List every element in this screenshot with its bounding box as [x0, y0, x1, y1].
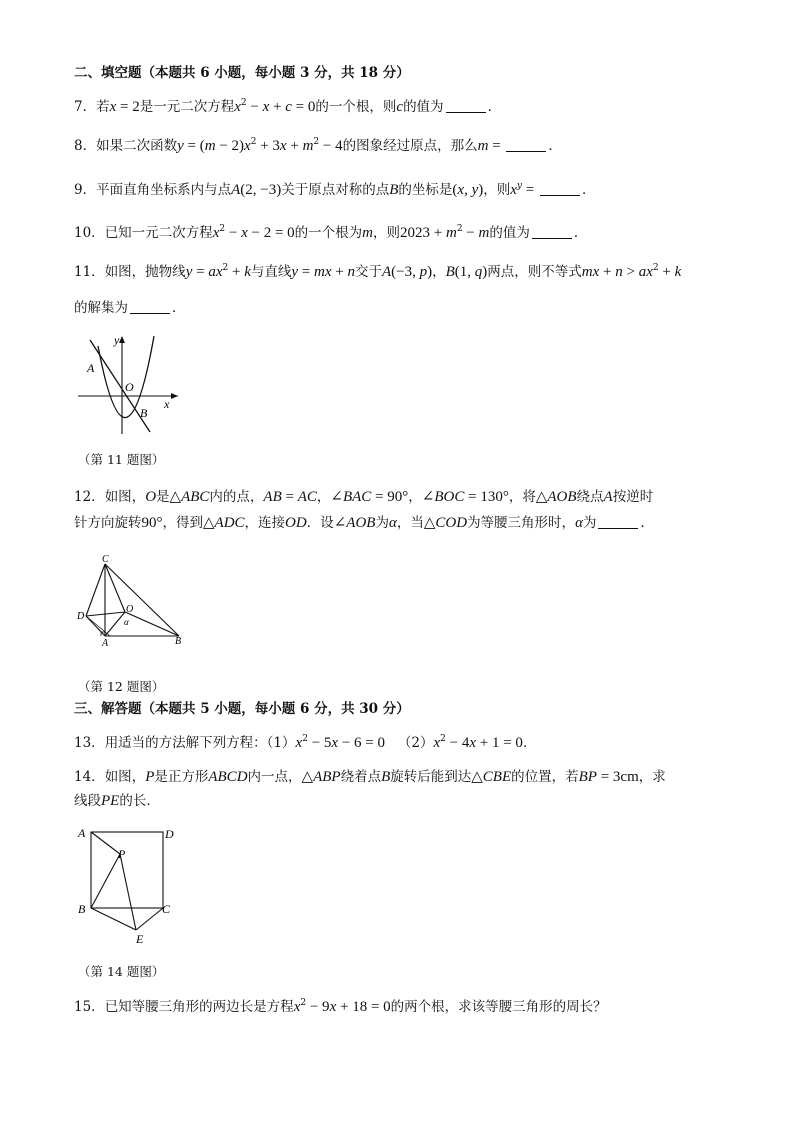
- fig11-label-y: y: [114, 333, 120, 347]
- fig14-label-E: E: [136, 932, 144, 946]
- question-8: 8．如果二次函数$y = (m - 2)x^2 + 3x + m^2 - 4$的图象经过原点，那么m = ．: [74, 137, 562, 154]
- answer-blank: [540, 181, 580, 196]
- fig12-label-C: C: [102, 554, 109, 565]
- fig11-label-B: B: [140, 406, 148, 420]
- answer-blank: [446, 98, 486, 113]
- fig14-label-P: P: [118, 847, 126, 861]
- question-10: 10．已知一元二次方程$x^2 - x - 2 = 0$的一个根为m，则$2023 + m^2 - m$的值为 ．: [74, 224, 588, 241]
- figure-11-caption: （第 11 题图）: [78, 452, 165, 467]
- fig14-label-C: C: [162, 902, 171, 916]
- section-3-title: 三、解答题（本题共 5 小题，每小题 6 分，共 30 分）: [74, 701, 410, 717]
- fig12-label-D: D: [77, 611, 85, 622]
- fig12-label-alpha: α: [124, 617, 129, 627]
- answer-blank: [130, 299, 170, 314]
- fig11-label-A: A: [87, 361, 95, 375]
- question-7: 7．若x = 2是一元二次方程$x^2 - x + c = 0$的一个根，则c的值为 ．: [74, 98, 502, 115]
- question-12-line-2: 针方向旋转90°，得到△ADC，连接OD．设∠AOB为α，当△COD为等腰三角形时，α为 ．: [74, 515, 654, 531]
- question-11: 11．如图，抛物线$y = ax^2 + k$与直线y = mx + n交于A(−3, p)，B(1, q)两点，则不等式mx + $n > ax^2 + k$: [74, 263, 682, 280]
- fig14-label-A: A: [78, 826, 86, 840]
- section-2-title: 二、填空题（本题共 6 小题，每小题 3 分，共 18 分）: [74, 65, 410, 81]
- fig11-label-x: x: [164, 397, 170, 411]
- answer-blank: [532, 224, 572, 239]
- fig14-label-D: D: [165, 827, 174, 841]
- question-13: 13．用适当的方法解下列方程：$(1)x^2 - 5x - 6 = 0$ $(2)x^2 - 4x + 1 = 0$．: [74, 734, 537, 751]
- question-14-line-2: 线段PE的长．: [74, 793, 160, 809]
- fig11-label-O: O: [125, 380, 134, 394]
- question-15: 15．已知等腰三角形的两边长是方程$x^2 - 9x + 18 = 0$的两个根，求该等腰三角形的周长？: [74, 998, 607, 1015]
- question-9: 9．平面直角坐标系内与点A(2, −3)关于原点对称的点B的坐标是(x, y)，则$x^y$ = ．: [74, 181, 596, 198]
- fig14-label-B: B: [78, 902, 86, 916]
- fig12-label-A: A: [102, 638, 109, 649]
- figure-11-parabola-line: [78, 334, 178, 434]
- answer-blank: [506, 137, 546, 152]
- question-12: 12．如图，O是△ABC内的点，AB = AC，∠BAC = 90°，∠BOC = 130°，将△AOB绕点A按逆时: [74, 489, 654, 505]
- figure-12-caption: （第 12 题图）: [78, 679, 165, 694]
- figure-12-triangles: [74, 554, 189, 649]
- question-11-line-2: 的解集为 ．: [74, 300, 186, 316]
- fig12-label-O: O: [126, 604, 134, 615]
- answer-blank: [598, 514, 638, 529]
- figure-14-square: [76, 826, 176, 948]
- question-14: 14．如图，P是正方形ABCD内一点，△ABP绕着点B旋转后能到达△CBE的位置，若BP = 3cm，求: [74, 769, 666, 785]
- fig12-label-B: B: [175, 636, 182, 647]
- figure-14-caption: （第 14 题图）: [78, 964, 165, 979]
